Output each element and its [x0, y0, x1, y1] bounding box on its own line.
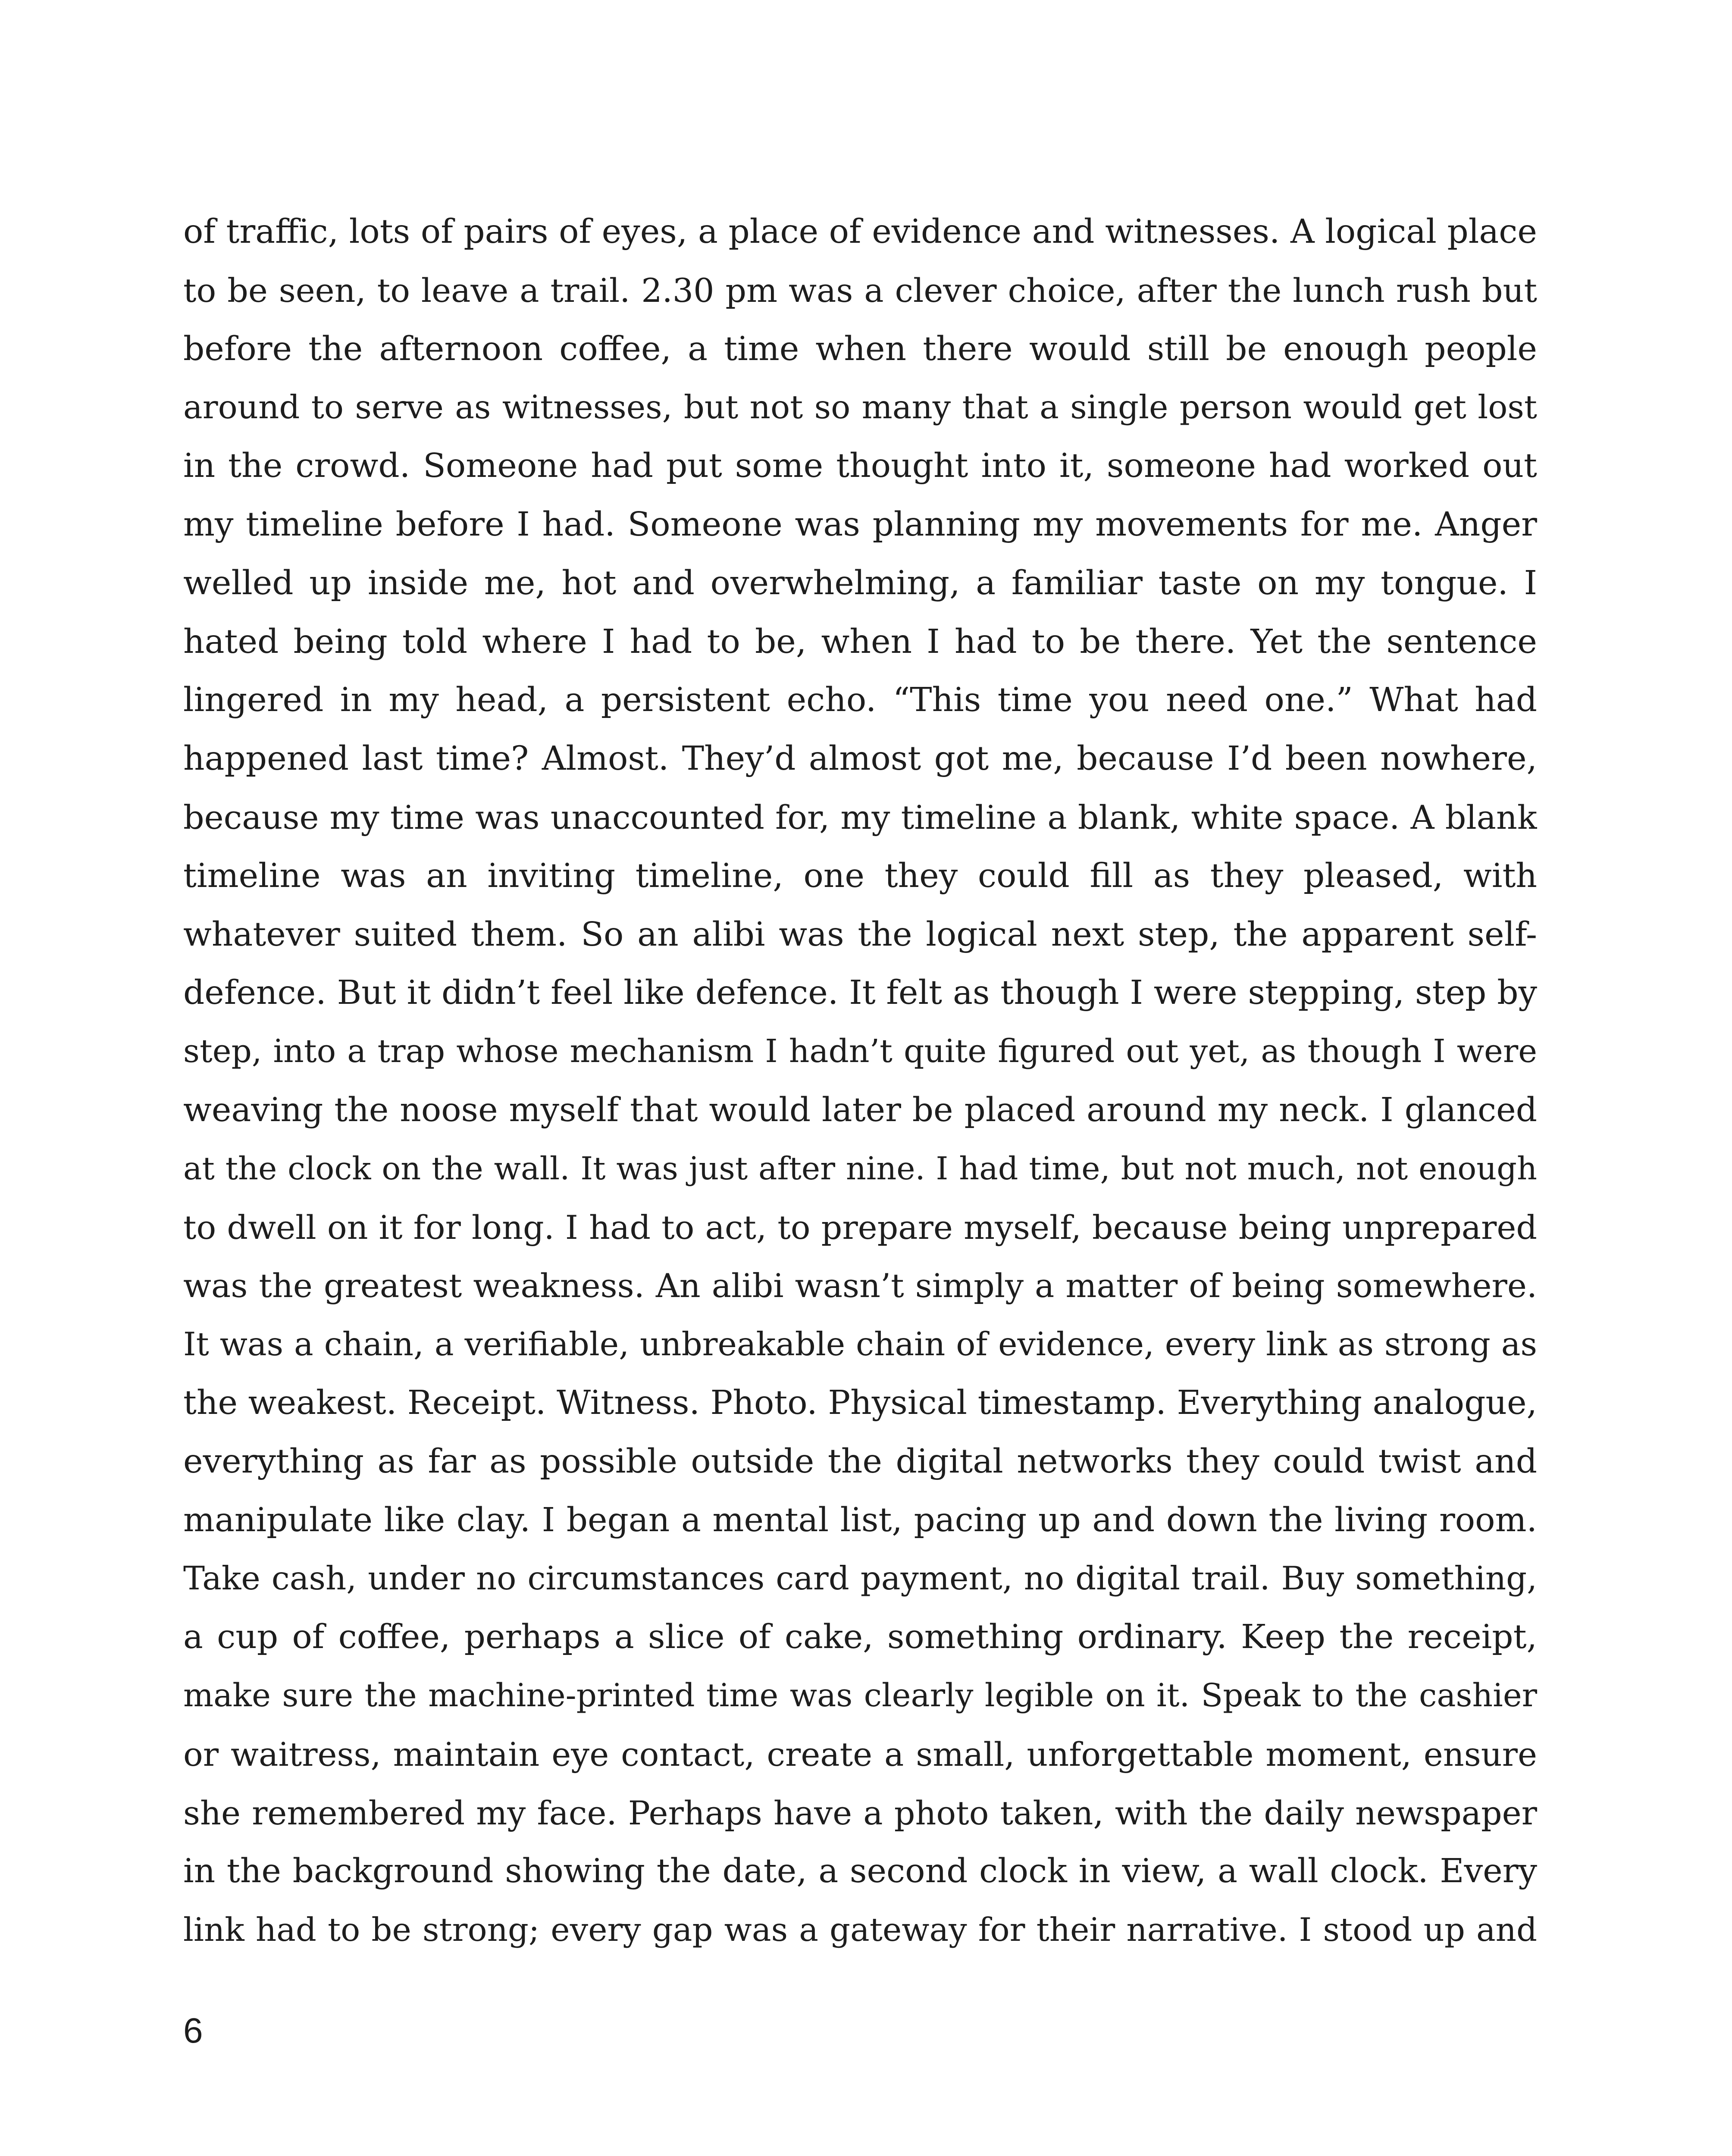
text-line: weaving the noose myself that would later be placed around my neck. I glanced — [183, 1091, 1537, 1129]
text-line: to dwell on it for long. I had to act, to prepare myself, because being unprepared — [183, 1208, 1537, 1247]
text-line: make sure the machine-printed time was clearly legible on it. Speak to the cashier — [183, 1677, 1537, 1714]
text-line: welled up inside me, hot and overwhelming, a familiar taste on my tongue. I — [183, 564, 1537, 602]
text-line: of traffic, lots of pairs of eyes, a place of evidence and witnesses. A logical place — [183, 213, 1537, 251]
text-line: to be seen, to leave a trail. 2.30 pm was a clever choice, after the lunch rush but — [183, 271, 1537, 310]
text-line: around to serve as witnesses, but not so many that a single person would get lost — [183, 388, 1537, 426]
text-line: Take cash, under no circumstances card payment, no digital trail. Buy something, — [183, 1559, 1537, 1598]
text-line: or waitress, maintain eye contact, create a small, unforgettable moment, ensure — [183, 1735, 1537, 1774]
text-line: a cup of coffee, perhaps a slice of cake, something ordinary. Keep the receipt, — [183, 1618, 1537, 1657]
page-number: 6 — [183, 2011, 203, 2050]
text-line: my timeline before I had. Someone was planning my movements for me. Anger — [183, 505, 1537, 544]
text-line: everything as far as possible outside the digital networks they could twist and — [183, 1442, 1537, 1481]
text-line: defence. But it didn’t feel like defence. It felt as though I were stepping, step by — [183, 974, 1537, 1012]
text-line: in the background showing the date, a second clock in view, a wall clock. Every — [183, 1852, 1537, 1891]
text-line: timeline was an inviting timeline, one they could fill as they pleased, with — [183, 856, 1537, 895]
text-line: happened last time? Almost. They’d almost got me, because I’d been nowhere, — [183, 740, 1537, 778]
text-line: the weakest. Receipt. Witness. Photo. Physical timestamp. Everything analogue, — [183, 1383, 1537, 1422]
text-line: manipulate like clay. I began a mental list, pacing up and down the living room. — [183, 1501, 1537, 1539]
text-line: was the greatest weakness. An alibi wasn’t simply a matter of being somewhere. — [183, 1266, 1537, 1305]
body-text — [183, 203, 1537, 1959]
text-line: in the crowd. Someone had put some thought into it, someone had worked out — [183, 447, 1537, 486]
text-line: whatever suited them. So an alibi was the logical next step, the apparent self- — [183, 915, 1537, 954]
text-line: because my time was unaccounted for, my timeline a blank, white space. A blank — [183, 798, 1537, 837]
text-line: hated being told where I had to be, when I had to be there. Yet the sentence — [183, 622, 1537, 661]
text-line: at the clock on the wall. It was just after nine. I had time, but not much, not enough — [183, 1150, 1537, 1187]
text-line: It was a chain, a verifiable, unbreakable chain of evidence, every link as strong as — [183, 1325, 1537, 1363]
text-line: before the afternoon coffee, a time when there would still be enough people — [183, 329, 1537, 368]
text-line: step, into a trap whose mechanism I hadn’t quite figured out yet, as though I were — [183, 1033, 1537, 1070]
text-line: link had to be strong; every gap was a gateway for their narrative. I stood up and — [183, 1911, 1537, 1949]
text-line: lingered in my head, a persistent echo. “This time you need one.” What had — [183, 681, 1537, 720]
text-line: she remembered my face. Perhaps have a photo taken, with the daily newspaper — [183, 1793, 1537, 1832]
